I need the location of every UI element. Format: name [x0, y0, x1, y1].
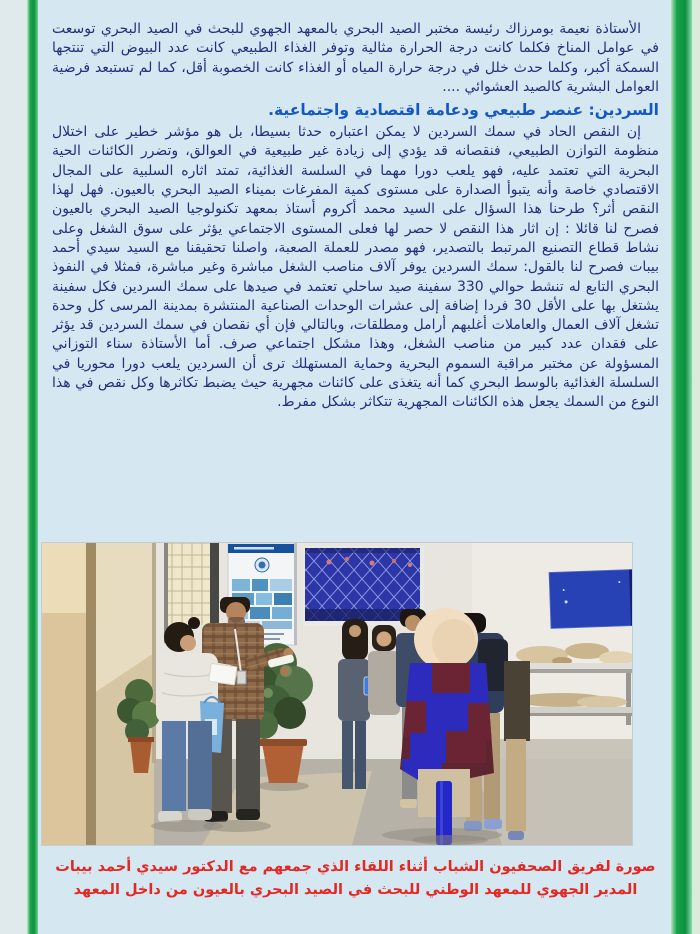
section-heading: السردين: عنصر طبيعي ودعامة اقتصادية واجتماعية.: [268, 101, 659, 120]
photo-caption-line-2: المدير الجهوي للمعهد الوطني للبحث في الصيد البحري بالعيون من داخل المعهد: [73, 882, 638, 898]
intro-paragraph: الأستاذة نعيمة بومرزاك رئيسة مختبر الصيد البحري بالمعهد الجهوي للبحث في الصيد البحري توسعت في عوامل المناخ فكلما كانت درجة الحرارة مثالية وتوفر الغذاء الطبيعي كانت عدد البيوض التي تنتجها السمكة أكبر، وكلما حدث خلل في درجة حرارة المياه أو الغذاء كانت الخصوبة أقل، كما لم تستبعد فرضية العوامل البشرية كالصيد العشوائي ....: [52, 21, 659, 95]
left-page-margin: [0, 0, 27, 934]
left-border-bar: [27, 0, 38, 934]
right-border-bar: [671, 0, 692, 934]
article-content: [38, 0, 671, 934]
photo-illustration: [42, 543, 632, 845]
photo-blue-board: [549, 570, 632, 629]
article-photo: [42, 543, 632, 845]
article-text-block: [52, 20, 659, 543]
photo-caption: [52, 856, 659, 902]
right-page-margin: [692, 0, 700, 934]
photo-caption-line-1: صورة لفريق الصحفيون الشباب أثناء اللقاء الذي جمعهم مع الدكتور سيدي أحمد بيبات: [55, 859, 656, 875]
body-paragraph: إن النقص الحاد في سمك السردين لا يمكن اعتباره حدثا بسيطا، بل هو مؤشر خطير على اختلال منظومة التوازن الطبيعي، فنقصانه قد يؤدي إلى زيادة غير طبيعية في العوالق، وتضرر الكائنات الحية البحرية التي تعتمد عليه، فهو يلعب دورا مهما في السلسة الغذائية، تمتد اثاره السلبية على المجال الاقتصادي خاصة وأنه يتبوأ الصدارة على مستوى كمية المفرغات بميناء الصيد البحري بالعيون. فهل لهذا النقص أثر؟ طرحنا هذا السؤال على السيد محمد أكروم أستاذ بمعهد تكنولوجيا الصيد البحري بالعيون فصرح لنا قائلا : إن اثار هذا النقص لا حصر لها فعلى المستوى الاجتماعي يؤثر على سوق الشغل وعلى نشاط قطاع التصنيع المرتبط بالتصدير، فهو مصدر للعملة الصعبة، واصلنا تحقيقنا مع السيد سيدي أحمد بيبات فصرح لنا بالقول: سمك السردين يوفر آلاف مناصب الشغل مباشرة وغير مباشرة، فمثلا في النفوذ البحري التابع له تنشط حوالي 330 سفينة صيد ساحلي تعتمد في صيدها على سمك السردين فكل سفينة يشتغل بها على الأقل 30 فردا إضافة إلى عشرات الوحدات الصناعية المنتشرة بمدينة المرسى كل وحدة تشغل آلاف العمال والعاملات أغلبهم أرامل ومطلقات، وبالتالي فإن أي نقصان في سمك السردين قد يؤثر على فقدان عدد كبير من مناصب الشغل، وهذا مشكل اجتماعي صرف. أما الأستاذة سناء التوزاني المسؤولة عن مختبر مراقبة السموم البحرية وحماية المستهلك ترى أن السردين يلعب دورا محوريا في السلسلة الغذائية بالوسط البحري كما أنه يتغذى على كائنات مجهرية حيث يضبط تكاثرها وكل نقص في هذا النوع من السمك يجعل هذه الكائنات المجهرية تتكاثر بشكل مفرط.: [52, 124, 659, 411]
